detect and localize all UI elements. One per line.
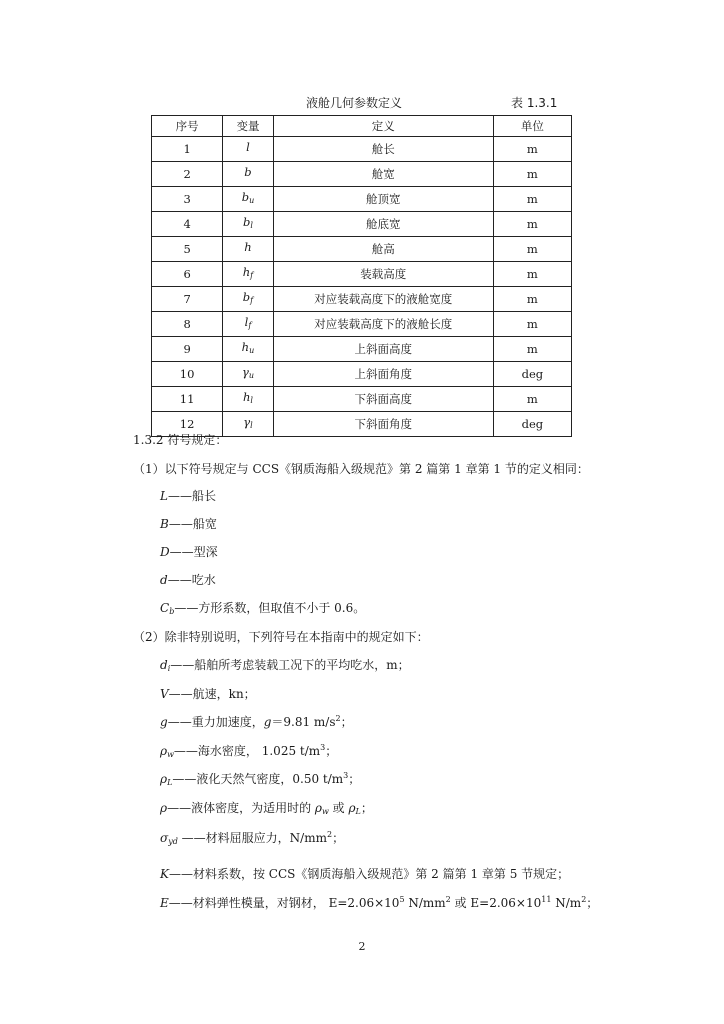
symbol-B: B——船宽 — [160, 517, 217, 531]
symbol-Cb: $C_b——$方形系数，但取值不小于 0.6。 — [160, 601, 366, 616]
table-row — [152, 337, 572, 362]
header-no: 序号 — [152, 116, 223, 137]
header-unit: 单位 — [493, 116, 571, 137]
cell-var: $h_f$ — [223, 262, 273, 287]
cell-no: 12 — [152, 412, 223, 437]
cell-def: 装载高度 — [273, 262, 493, 287]
cell-def: 下斜面高度 — [273, 387, 493, 412]
cell-var: b — [223, 162, 273, 187]
cell-var: $\gamma_l$ — [223, 412, 273, 437]
cell-def: 上斜面高度 — [273, 337, 493, 362]
page-number: 2 — [358, 940, 366, 953]
cell-unit: m — [493, 212, 571, 237]
table-title: 液舱几何参数定义 — [306, 96, 403, 110]
symbol-K: K——材料系数，按 CCS《钢质海船入级规范》第 2 篇第 1 章第 5 节规定； — [160, 867, 570, 881]
table-row — [152, 187, 572, 212]
cell-def: 上斜面角度 — [273, 362, 493, 387]
cell-var: $l_f$ — [223, 312, 273, 337]
table-header-row — [152, 116, 572, 137]
cell-no: 9 — [152, 337, 223, 362]
symbol-rho: ρ——液体密度，为适用时的 $\rho_w$ 或 $\rho_L$； — [160, 801, 373, 816]
symbol-g: g——重力加速度，g＝9.81 $m/s^2$； — [160, 714, 353, 729]
cell-no: 1 — [152, 137, 223, 162]
table-row — [152, 212, 572, 237]
cell-var: h — [223, 237, 273, 262]
symbol-rhow: $\rho_w——$海水密度， 1.025 $t/m^3$； — [160, 743, 338, 759]
cell-unit: m — [493, 162, 571, 187]
table-caption — [0, 94, 724, 110]
cell-no: 5 — [152, 237, 223, 262]
table-row — [152, 162, 572, 187]
cell-no: 4 — [152, 212, 223, 237]
cell-no: 6 — [152, 262, 223, 287]
cell-unit: deg — [493, 362, 571, 387]
header-var: 变量 — [223, 116, 273, 137]
table-row — [152, 137, 572, 162]
table-row — [152, 237, 572, 262]
cell-no: 7 — [152, 287, 223, 312]
cell-var: $h_l$ — [223, 387, 273, 412]
cell-def: 舱宽 — [273, 162, 493, 187]
cell-def: 对应装载高度下的液舱长度 — [273, 312, 493, 337]
cell-def: 舱长 — [273, 137, 493, 162]
parameter-table — [151, 115, 572, 437]
cell-unit: m — [493, 237, 571, 262]
symbol-V: V——航速，kn； — [160, 687, 256, 701]
header-def: 定义 — [273, 116, 493, 137]
symbol-L: L——船长 — [160, 489, 216, 503]
symbol-D: D——型深 — [160, 545, 218, 559]
cell-var: $\gamma_u$ — [223, 362, 273, 387]
table-row — [152, 312, 572, 337]
cell-unit: m — [493, 387, 571, 412]
cell-var: l — [223, 137, 273, 162]
cell-def: 舱顶宽 — [273, 187, 493, 212]
cell-var: $b_f$ — [223, 287, 273, 312]
cell-unit: deg — [493, 412, 571, 437]
cell-unit: m — [493, 187, 571, 212]
symbol-sigma: $\sigma_{yd}$ ——材料屈服应力，$N/mm^2$； — [160, 830, 345, 846]
cell-no: 11 — [152, 387, 223, 412]
table-number: 表 1.3.1 — [511, 96, 558, 110]
cell-no: 10 — [152, 362, 223, 387]
cell-def: 舱高 — [273, 237, 493, 262]
table-row — [152, 262, 572, 287]
cell-unit: m — [493, 287, 571, 312]
section-heading: 1.3.2 符号规定： — [133, 433, 228, 447]
cell-unit: m — [493, 312, 571, 337]
cell-no: 2 — [152, 162, 223, 187]
cell-no: 8 — [152, 312, 223, 337]
cell-unit: m — [493, 337, 571, 362]
table-row — [152, 287, 572, 312]
symbol-d: d——吃水 — [160, 573, 216, 587]
cell-no: 3 — [152, 187, 223, 212]
cell-def: 舱底宽 — [273, 212, 493, 237]
item2-text: （2）除非特别说明，下列符号在本指南中的规定如下： — [133, 630, 429, 644]
table-row — [152, 387, 572, 412]
cell-def: 下斜面角度 — [273, 412, 493, 437]
cell-var: $b_u$ — [223, 187, 273, 212]
symbol-di: $d_i——$船舶所考虑装载工况下的平均吃水，m； — [160, 658, 410, 673]
cell-def: 对应装载高度下的液舱宽度 — [273, 287, 493, 312]
symbol-rhoL: $\rho_L——$液化天然气密度，0.50 $t/m^3$； — [160, 771, 361, 787]
item1-text: （1）以下符号规定与 CCS《钢质海船入级规范》第 2 篇第 1 章第 1 节的定义相同： — [133, 462, 589, 476]
symbol-E: E——材料弹性模量，对钢材， $E=2.06\times 10^5$ $N/mm^2$ 或 $E=2.06\times 10^{11}$ $N/m^2$； — [160, 895, 599, 910]
table-row — [152, 362, 572, 387]
cell-var: $h_u$ — [223, 337, 273, 362]
cell-unit: m — [493, 137, 571, 162]
cell-var: $b_l$ — [223, 212, 273, 237]
cell-unit: m — [493, 262, 571, 287]
